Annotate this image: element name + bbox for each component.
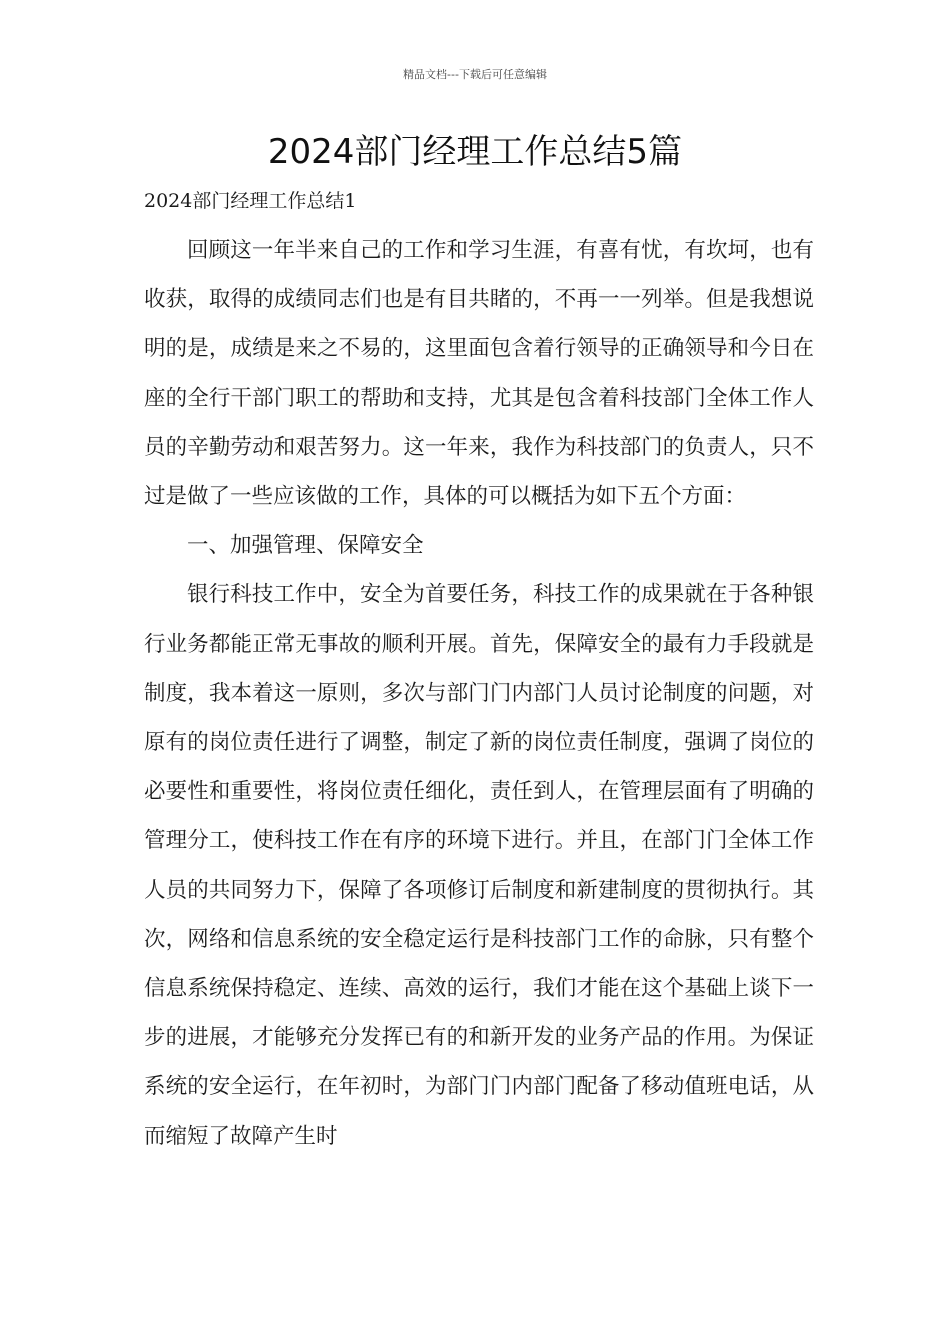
section-heading: 一、加强管理、保障安全 bbox=[187, 533, 424, 559]
document-body bbox=[144, 226, 814, 1161]
section-subtitle: 2024部门经理工作总结1 bbox=[144, 190, 357, 212]
paragraph-security: 银行科技工作中，安全为首要任务，科技工作的成果就在于各种银行业务都能正常无事故的顺利开展。首先，保障安全的最有力手段就是制度，我本着这一原则，多次与部门门内部门人员讨论制度的问题，对原有的岗位责任进行了调整，制定了新的岗位责任制度，强调了岗位的必要性和重要性，将岗位责任细化，责任到人，在管理层面有了明确的管理分工，使科技工作在有序的环境下进行。并且，在部门门全体工作人员的共同努力下，保障了各项修订后制度和新建制度的贯彻执行。其次，网络和信息系统的安全稳定运行是科技部门工作的命脉，只有整个信息系统保持稳定、连续、高效的运行，我们才能在这个基础上谈下一步的进展，才能够充分发挥已有的和新开发的业务产品的作用。为保证系统的安全运行，在年初时，为部门门内部门配备了移动值班电话，从而缩短了故障产生时 bbox=[144, 582, 814, 1149]
document-title: 2024部门经理工作总结5篇 bbox=[267, 132, 683, 172]
paragraph-intro: 回顾这一年半来自己的工作和学习生涯，有喜有忧，有坎坷，也有收获，取得的成绩同志们也是有目共睹的，不再一一列举。但是我想说明的是，成绩是来之不易的，这里面包含着行领导的正确领导和今日在座的全行干部门职工的帮助和支持，尤其是包含着科技部门全体工作人员的辛勤劳动和艰苦努力。这一年来，我作为科技部门的负责人，只不过是做了一些应该做的工作，具体的可以概括为如下五个方面： bbox=[144, 238, 814, 510]
header-note: 精品文档---下载后可任意编辑 bbox=[403, 68, 547, 81]
